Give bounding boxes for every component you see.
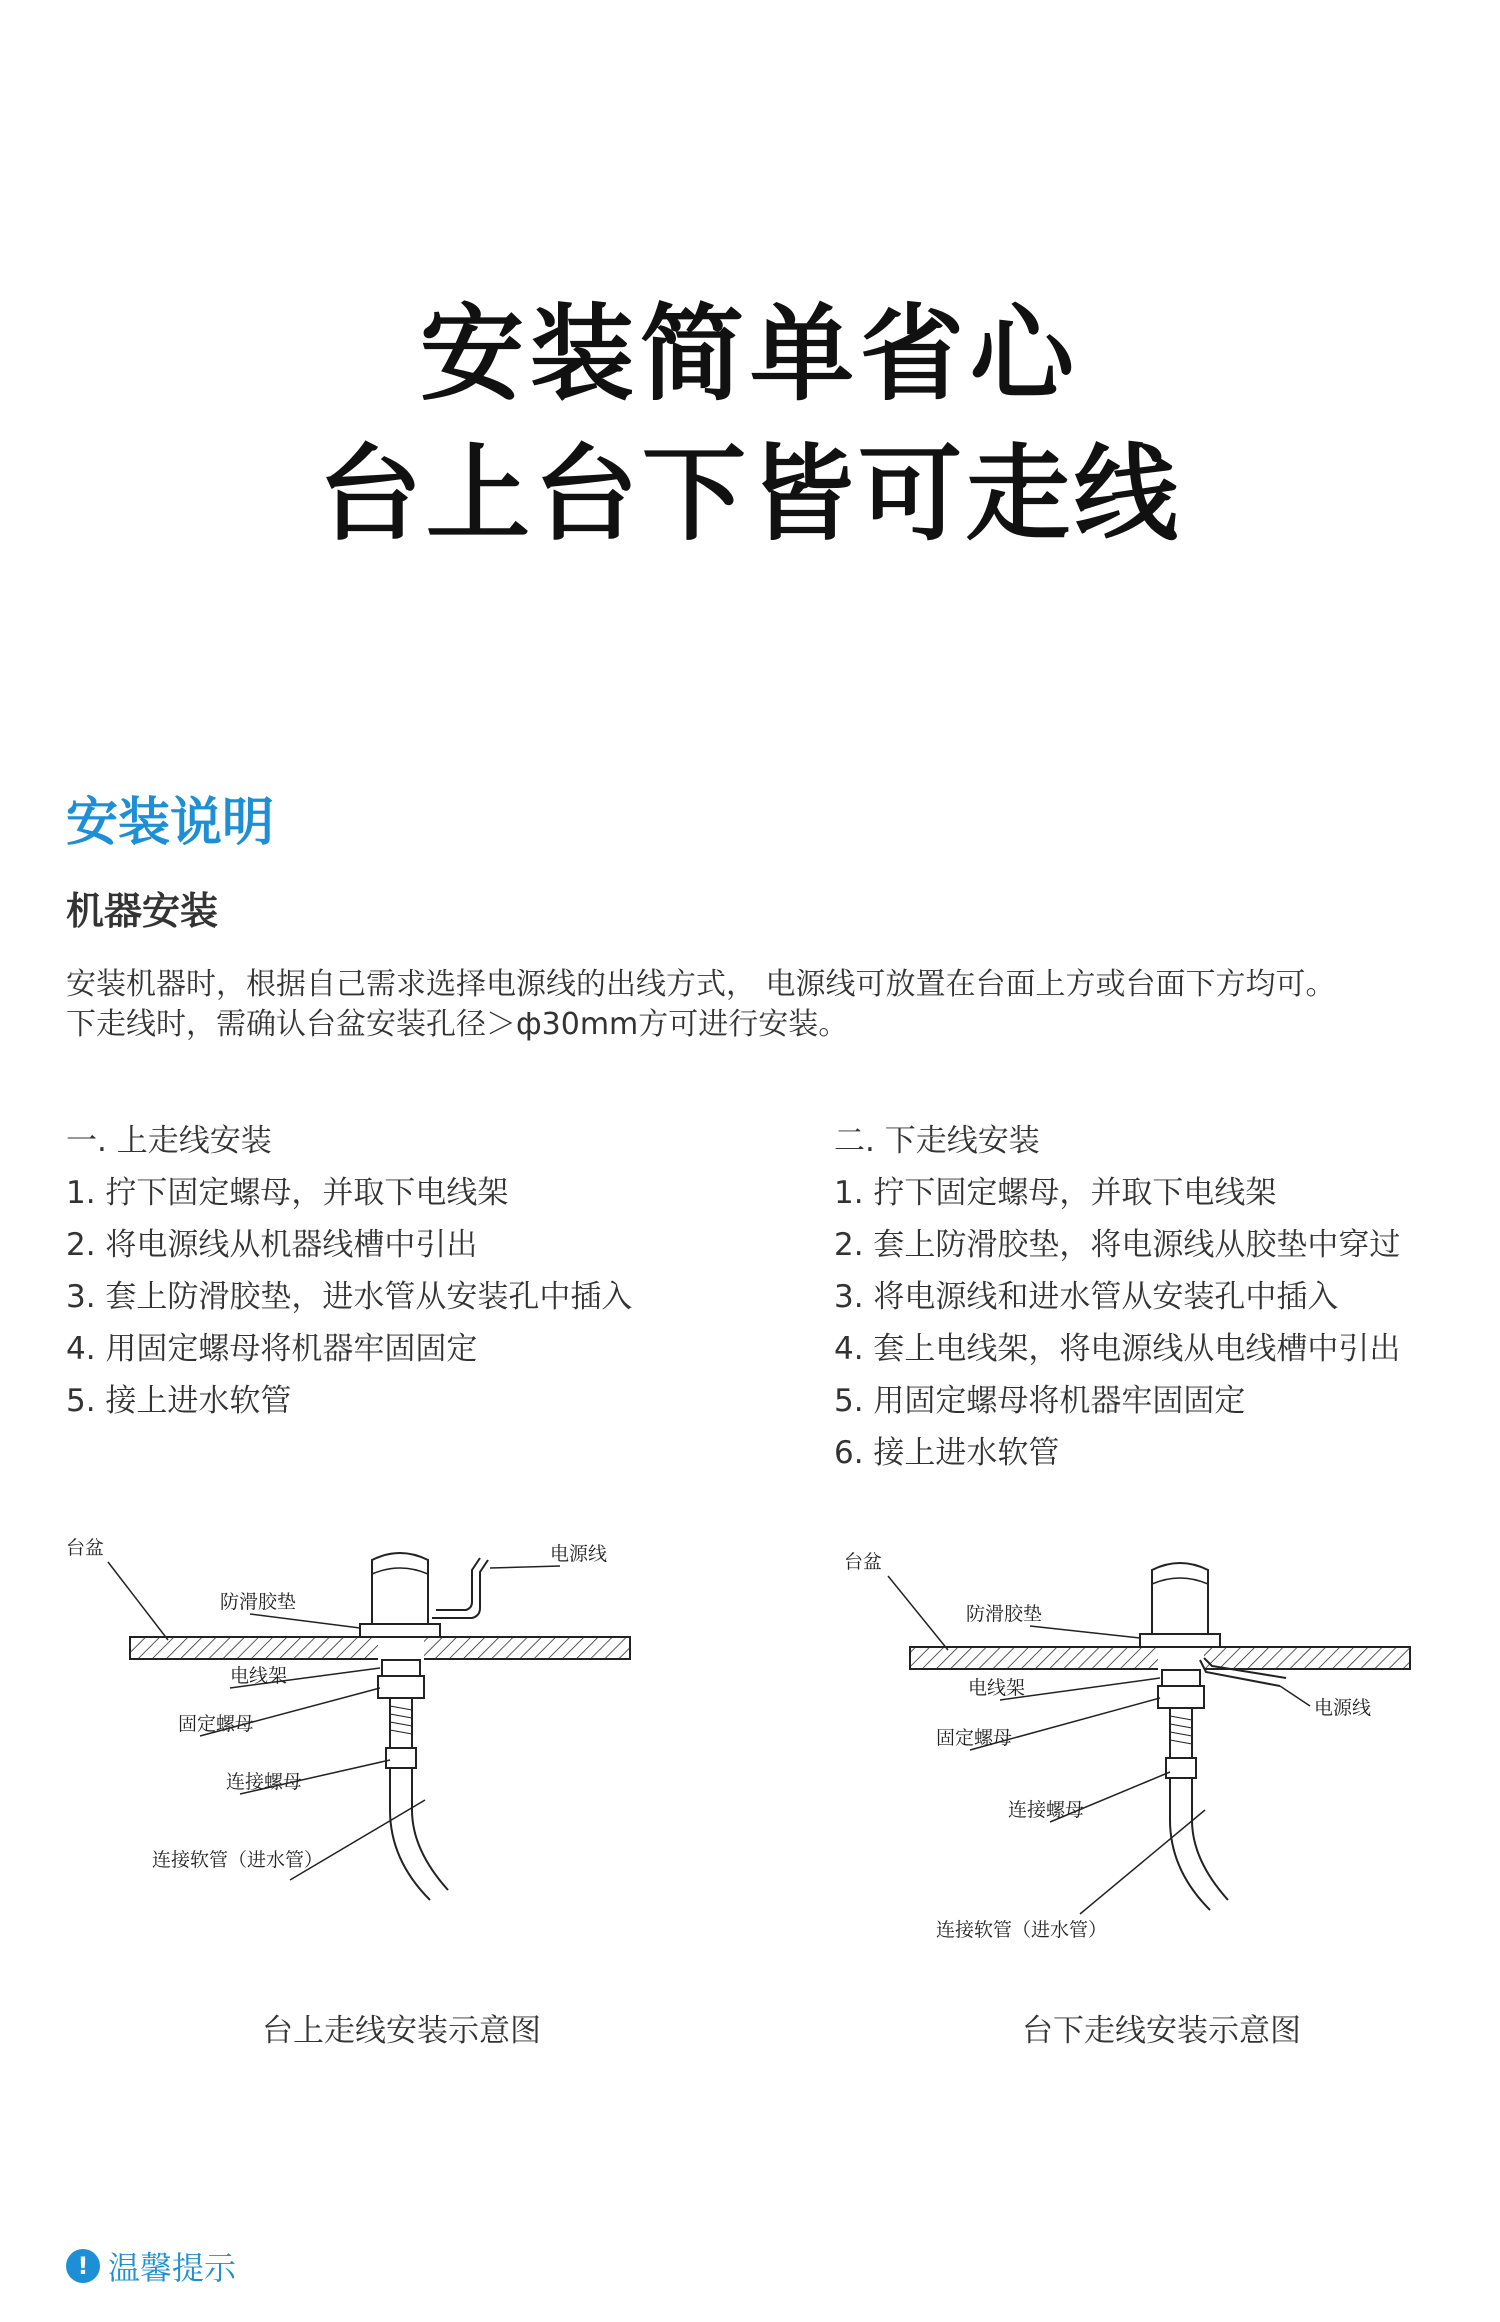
label-nut: 固定螺母	[936, 1727, 1013, 1749]
label-nut: 固定螺母	[178, 1713, 255, 1735]
fixing-nut	[378, 1676, 424, 1698]
exclamation-icon: !	[66, 2249, 100, 2283]
label-power: 电源线	[550, 1543, 608, 1565]
anti-slip-pad	[1140, 1634, 1220, 1647]
label-connector: 连接螺母	[1008, 1799, 1085, 1821]
label-bracket: 电线架	[230, 1665, 288, 1687]
hose	[1170, 1778, 1210, 1910]
label-hose: 连接软管（进水管）	[936, 1919, 1108, 1941]
hero-title-line2: 台上台下皆可走线	[317, 433, 1182, 555]
label-bracket: 电线架	[968, 1677, 1026, 1699]
intro-paragraph	[66, 965, 1446, 1045]
connector-nut	[386, 1748, 416, 1768]
bottom-wiring-diagram	[840, 1510, 1440, 1950]
hero-title-line1: 安装简单省心	[419, 293, 1080, 415]
intro-line: 下走线时，需确认台盆安装孔径＞ф30mm方可进行安装。	[66, 1007, 849, 1042]
connector-nut	[1166, 1758, 1196, 1778]
bracket	[382, 1660, 420, 1676]
label-basin: 台盆	[66, 1537, 105, 1559]
label-pad: 防滑胶垫	[220, 1591, 297, 1613]
hose	[390, 1768, 430, 1900]
step-item: 2. 将电源线从机器线槽中引出	[66, 1227, 478, 1263]
top-wiring-caption: 台上走线安装示意图	[262, 2013, 541, 2049]
step-item: 6. 接上进水软管	[834, 1435, 1060, 1471]
step-item: 3. 将电源线和进水管从安装孔中插入	[834, 1279, 1339, 1315]
column-heading: 二. 下走线安装	[834, 1123, 1040, 1159]
machine-head	[1152, 1563, 1208, 1634]
top-wiring-diagram	[60, 1510, 660, 1930]
bottom-wiring-steps	[834, 1115, 1400, 1479]
label-basin: 台盆	[844, 1551, 883, 1573]
step-item: 1. 拧下固定螺母，并取下电线架	[66, 1175, 509, 1211]
label-hose: 连接软管（进水管）	[152, 1849, 324, 1871]
warm-tip-label: 温馨提示	[108, 2249, 237, 2287]
section-title: 安装说明	[66, 793, 275, 853]
column-heading: 一. 上走线安装	[66, 1123, 272, 1159]
step-item: 2. 套上防滑胶垫，将电源线从胶垫中穿过	[834, 1227, 1401, 1263]
step-item: 5. 用固定螺母将机器牢固固定	[834, 1383, 1246, 1419]
step-item: 4. 用固定螺母将机器牢固固定	[66, 1331, 478, 1367]
step-item: 3. 套上防滑胶垫，进水管从安装孔中插入	[66, 1279, 633, 1315]
bottom-wiring-caption: 台下走线安装示意图	[1022, 2013, 1301, 2049]
warm-tip	[66, 2244, 236, 2288]
step-item: 5. 接上进水软管	[66, 1383, 292, 1419]
intro-line: 安装机器时，根据自己需求选择电源线的出线方式， 电源线可放置在台面上方或台面下方均可。	[66, 967, 1336, 1002]
step-item: 1. 拧下固定螺母，并取下电线架	[834, 1175, 1277, 1211]
section-subtitle: 机器安装	[66, 889, 219, 933]
bracket	[1162, 1670, 1200, 1686]
anti-slip-pad	[360, 1624, 440, 1637]
top-wiring-steps	[66, 1115, 632, 1427]
step-item: 4. 套上电线架，将电源线从电线槽中引出	[834, 1331, 1401, 1367]
label-connector: 连接螺母	[226, 1771, 303, 1793]
machine-head	[372, 1553, 428, 1624]
fixing-nut	[1158, 1686, 1204, 1708]
label-pad: 防滑胶垫	[966, 1603, 1043, 1625]
label-power: 电源线	[1314, 1697, 1372, 1719]
